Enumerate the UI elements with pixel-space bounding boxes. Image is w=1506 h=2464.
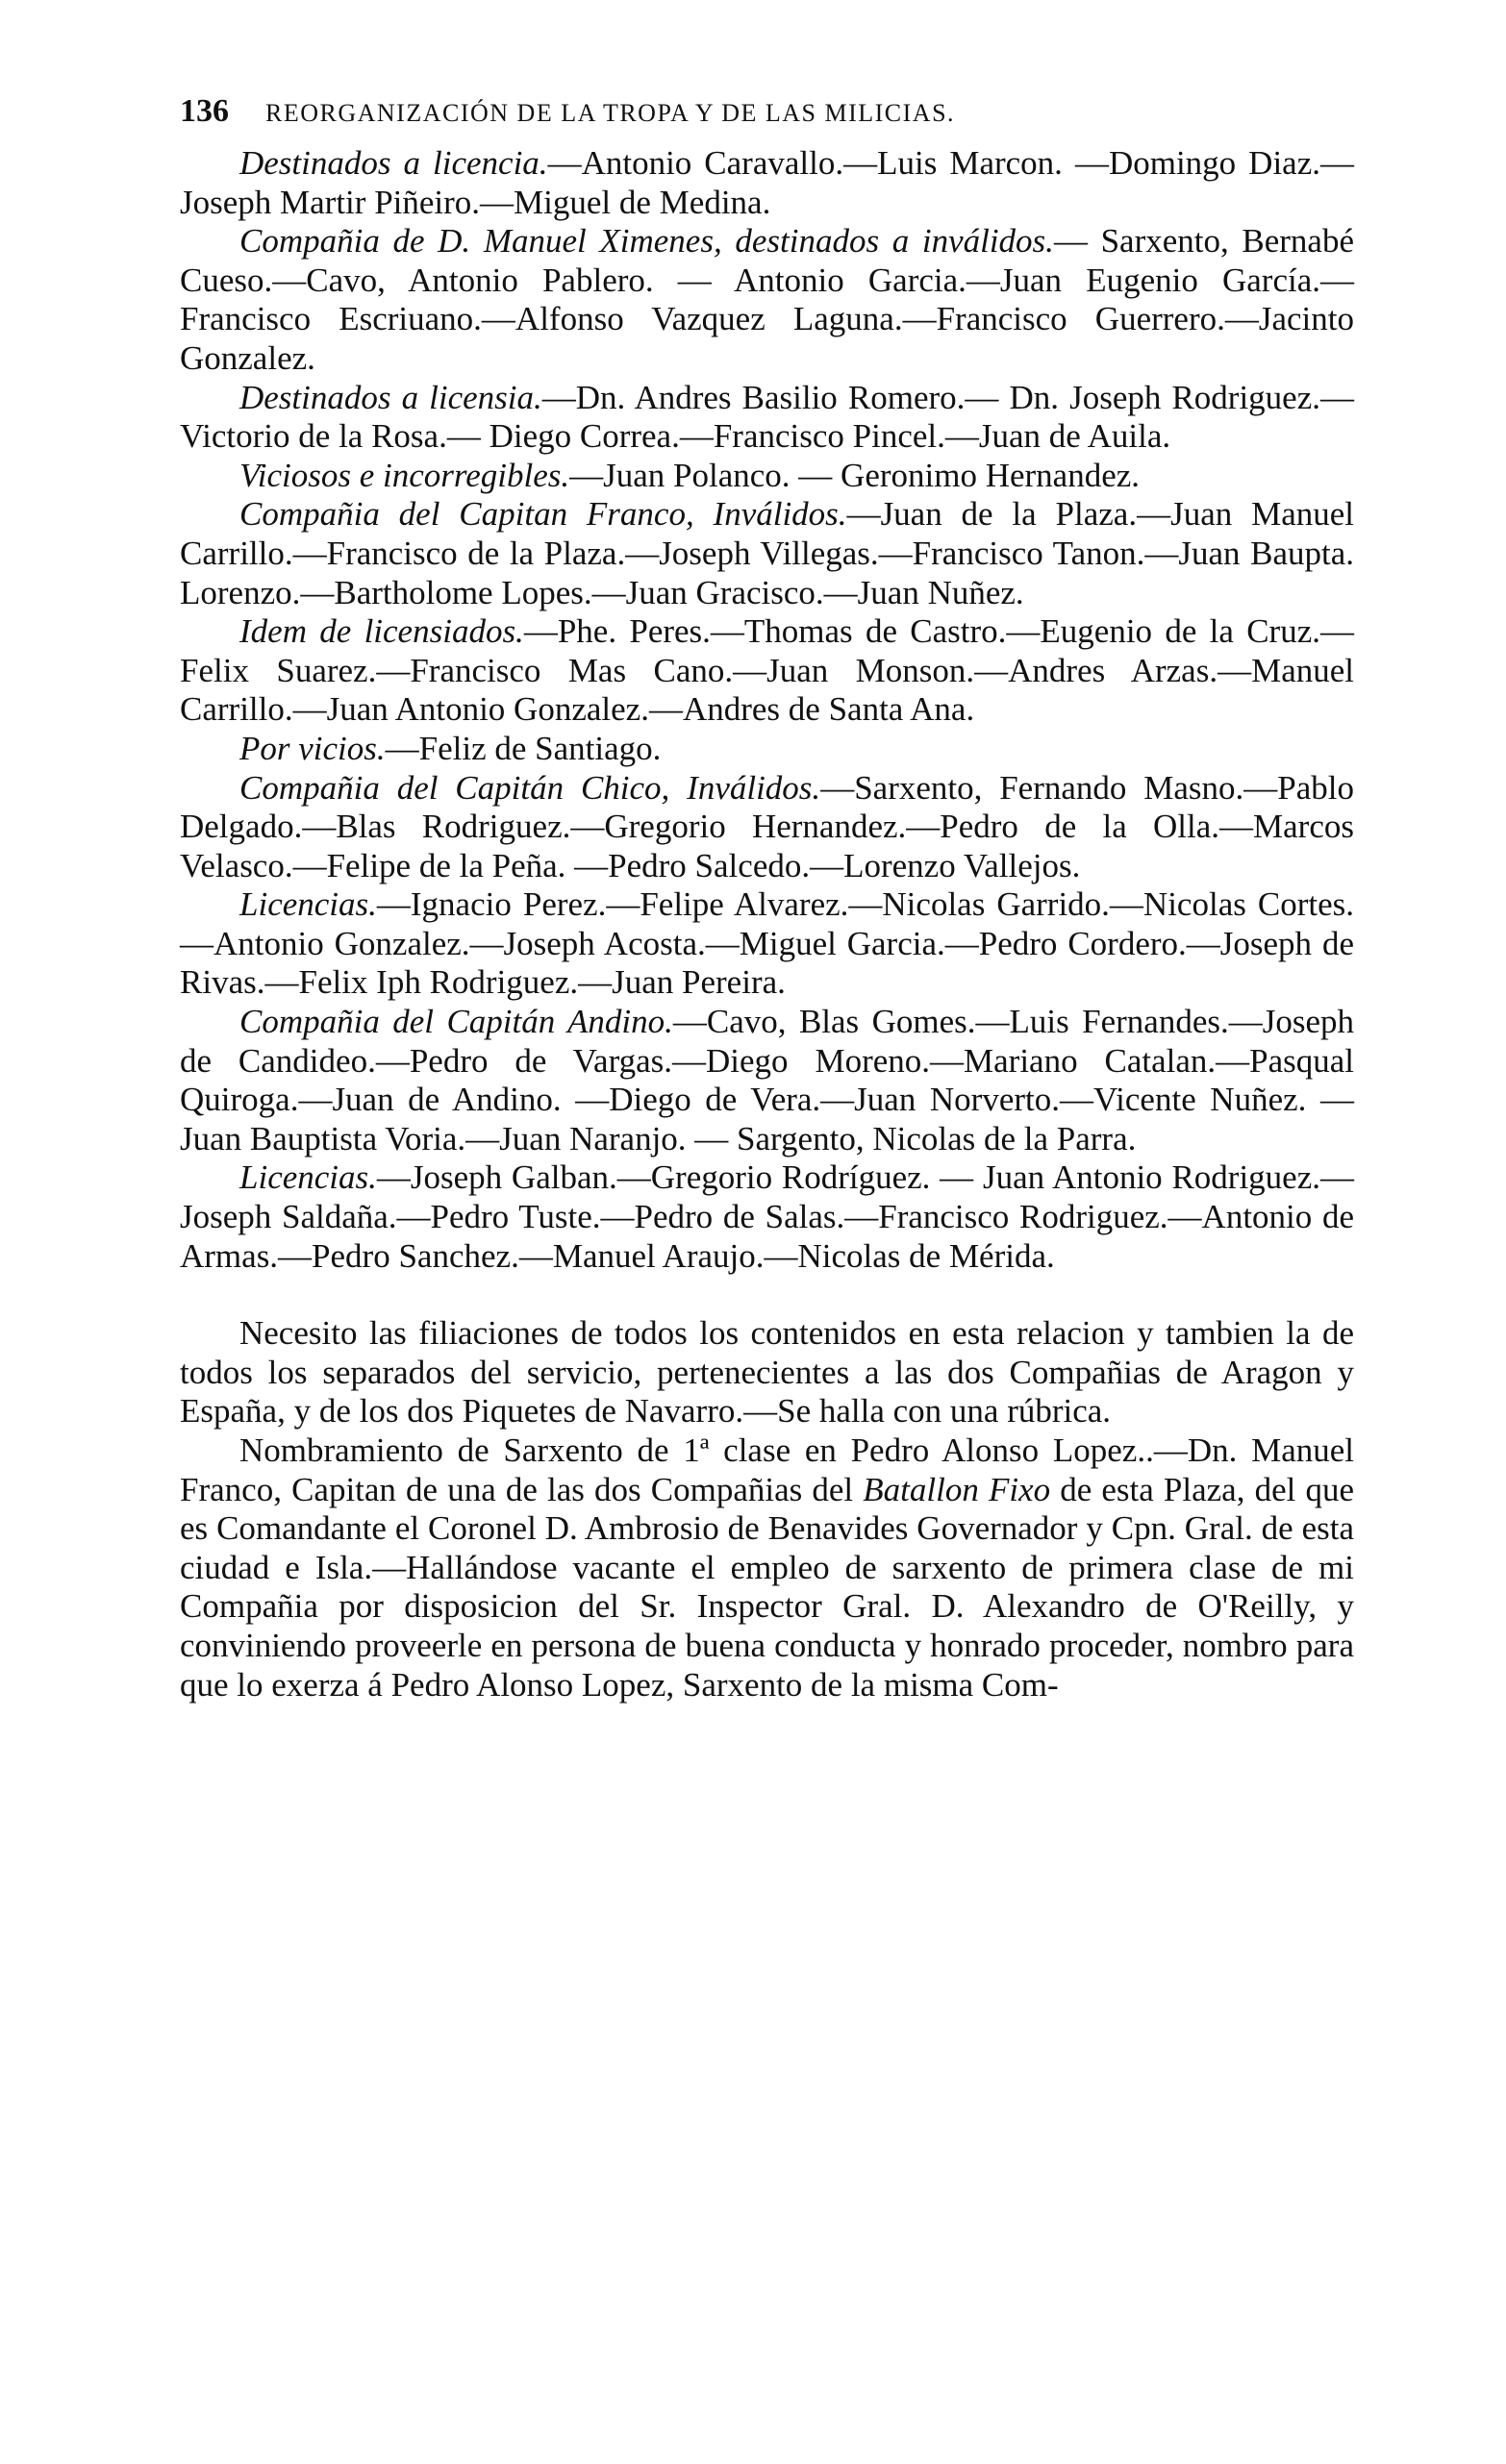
page-number: 136 <box>180 93 229 129</box>
name-list: —Juan de la Plaza.—Juan Manuel Carrillo.—Francisco de la Plaza.—Joseph Villegas.—Francisco Tanon.—Juan Baupta. Lorenzo.—Bartholome Lopes.—Juan Gracisco.—Juan Nuñez. <box>180 495 1354 611</box>
list-paragraph <box>180 457 1354 496</box>
appointment-text-start: Nombramiento de Sarxento de 1ª clase en Pedro Alonso Lopez..—Dn. Manuel Franco, Capitan de una de las dos Compañias del <box>180 1431 1354 1508</box>
list-paragraph <box>180 885 1354 1003</box>
section-label: Destinados a licencia. <box>239 144 548 182</box>
section-label: Compañia del Capitan Franco, Inválidos. <box>239 495 847 534</box>
page-header <box>180 92 1354 133</box>
section-label: Licencias. <box>239 885 377 924</box>
section-label: Compañia del Capitán Andino. <box>239 1003 673 1041</box>
section-label: Destinados a licensia. <box>239 378 542 416</box>
name-list: —Ignacio Perez.—Felipe Alvarez.—Nicolas Garrido.—Nicolas Cortes.—Antonio Gonzalez.—Joseph Acosta.—Miguel Garcia.—Pedro Cordero.—Joseph de Rivas.—Felix Iph Rodriguez.—Juan Pereira. <box>180 885 1354 1002</box>
name-list: — Sarxento, Bernabé Cueso.—Cavo, Antonio Pablero. — Antonio Garcia.—Juan Eugenio García.—Francisco Escriuano.—Alfonso Vazquez Laguna.—Francisco Guerrero.—Jacinto Gonzalez. <box>180 222 1354 377</box>
request-paragraph: Necesito las filiaciones de todos los contenidos en esta relacion y tambien la de todos los separados del servicio, pertenecientes a las dos Compañias de Aragon y España, y de los dos Piquetes de Navarro.—Se halla con una rúbrica. <box>180 1314 1354 1431</box>
name-list: —Dn. Andres Basilio Romero.— Dn. Joseph Rodriguez.—Victorio de la Rosa.— Diego Correa.—Francisco Pincel.—Juan de Auila. <box>180 378 1354 456</box>
section-label: Licencias. <box>239 1158 377 1197</box>
list-paragraph <box>180 222 1354 378</box>
list-paragraph <box>180 1003 1354 1158</box>
name-list: —Phe. Peres.—Thomas de Castro.—Eugenio de la Cruz.—Felix Suarez.—Francisco Mas Cano.—Juan Monson.—Andres Arzas.—Manuel Carrillo.—Juan Antonio Gonzalez.—Andres de Santa Ana. <box>180 612 1354 729</box>
name-list: —Sarxento, Fernando Masno.—Pablo Delgado.—Blas Rodriguez.—Gregorio Hernandez.—Pedro de la Olla.—Marcos Velasco.—Felipe de la Peña. —Pedro Salcedo.—Lorenzo Vallejos. <box>180 768 1354 884</box>
list-paragraph <box>180 144 1354 222</box>
section-label: Por vicios. <box>239 729 386 767</box>
name-list: —Joseph Galban.—Gregorio Rodríguez. — Juan Antonio Rodriguez.—Joseph Saldaña.—Pedro Tuste.—Pedro de Salas.—Francisco Rodriguez.—Antonio de Armas.—Pedro Sanchez.—Manuel Araujo.—Nicolas de Mérida. <box>180 1158 1354 1275</box>
appointment-text-end: de esta Plaza, del que es Comandante el Coronel D. Ambrosio de Benavides Governador y Cpn. Gral. de esta ciudad e Isla.—Hallándose vacante el empleo de sarxento de primera clase de mi Compañia por disposicion del Sr. Inspector Gral. D. Alexandro de O'Reilly, y conviniendo proveerle en persona de buena conducta y honrado proceder, nombro para que lo exerza á Pedro Alonso Lopez, Sarxento de la misma Com- <box>180 1470 1354 1704</box>
section-label: Compañia de D. Manuel Ximenes, destinados a inválidos. <box>239 222 1054 261</box>
list-paragraph <box>180 379 1354 457</box>
list-paragraph <box>180 495 1354 612</box>
name-list: —Cavo, Blas Gomes.—Luis Fernandes.—Joseph de Candideo.—Pedro de Vargas.—Diego Moreno.—Mariano Catalan.—Pasqual Quiroga.—Juan de Andino. —Diego de Vera.—Juan Norverto.—Vicente Nuñez. — Juan Bauptista Voria.—Juan Naranjo. — Sargento, Nicolas de la Parra. <box>180 1003 1355 1157</box>
list-paragraph <box>180 612 1354 730</box>
section-label: Compañia del Capitán Chico, Inválidos. <box>239 768 821 807</box>
appointment-paragraph <box>180 1431 1354 1705</box>
name-list: —Feliz de Santiago. <box>385 729 662 767</box>
list-paragraph <box>180 730 1354 769</box>
battalion-name: Batallon Fixo <box>863 1470 1051 1508</box>
section-label: Idem de licensiados. <box>239 612 524 651</box>
running-head: REORGANIZACIÓN DE LA TROPA Y DE LAS MILICIAS. <box>265 99 956 127</box>
list-paragraph <box>180 1158 1354 1276</box>
name-list: —Antonio Caravallo.—Luis Marcon. —Domingo Diaz.— Joseph Martir Piñeiro.—Miguel de Medina. <box>180 144 1355 221</box>
body-text <box>180 144 1354 1705</box>
list-paragraph <box>180 769 1354 886</box>
section-label: Viciosos e incorregibles. <box>239 456 570 494</box>
name-list: —Juan Polanco. — Geronimo Hernandez. <box>569 456 1141 494</box>
